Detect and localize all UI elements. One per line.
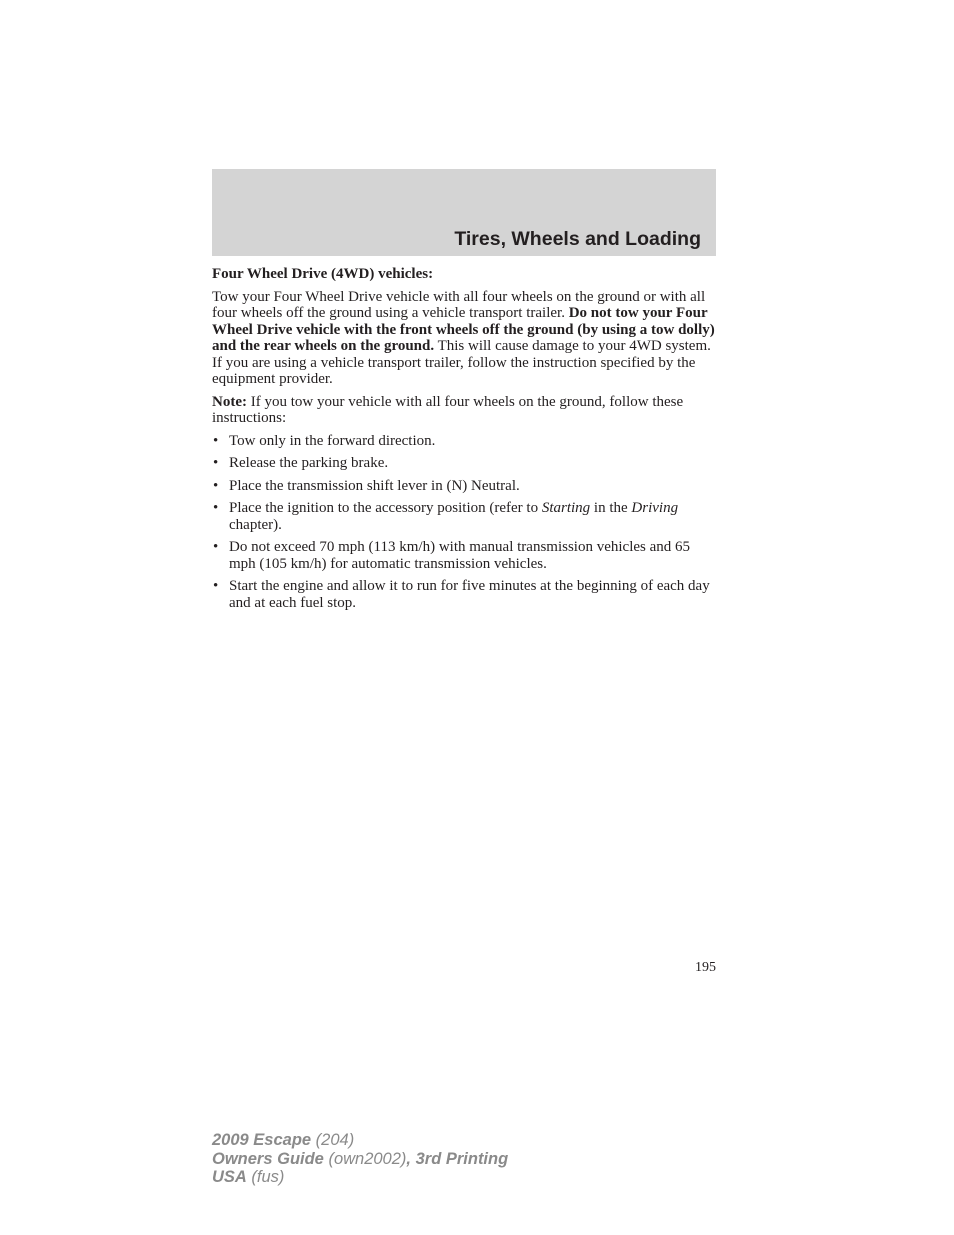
note-label: Note: (212, 393, 247, 410)
list-item: • Start the engine and allow it to run for five minutes at the beginning of each day and at each fuel stop. (213, 578, 710, 611)
footer-line-model: 2009 Escape (204) (212, 1131, 355, 1149)
tow-warning: Do not tow your Four Wheel Drive vehicle with the front wheels off the ground (by using a tow dolly) and the rear wheels on the ground. (212, 305, 715, 354)
intro-text-2: This will cause damage to your 4WD system. If you are using a vehicle transport trailer, follow the instruction specified by the equipment provider. (212, 338, 711, 387)
list-item: • Place the ignition to the accessory position (refer to Starting in the Driving chapter). (213, 500, 679, 533)
footer-line-region: USA (fus) (212, 1168, 285, 1186)
bullet-icon: • (213, 578, 219, 594)
subheading: Four Wheel Drive (4WD) vehicles: (212, 266, 434, 282)
list-item: • Do not exceed 70 mph (113 km/h) with manual transmission vehicles and 65 mph (105 km/h) for automatic transmission vehicles. (213, 539, 691, 572)
xref-starting: Starting (541, 500, 591, 516)
list-item: • Place the transmission shift lever in (N) Neutral. (213, 477, 520, 494)
footer-line-guide: Owners Guide (own2002), 3rd Printing (212, 1149, 509, 1168)
list-item: • Tow only in the forward direction. (213, 432, 436, 449)
page-content (212, 266, 718, 617)
bullet-icon: • (213, 477, 219, 494)
bullet-icon: • (213, 432, 219, 449)
print-footer (212, 1131, 508, 1187)
note-text: If you tow your vehicle with all four wheels on the ground, follow these instructions: (212, 393, 684, 426)
section-title: Tires, Wheels and Loading (454, 228, 701, 250)
section-header-band (212, 169, 716, 256)
bullet-icon: • (213, 500, 219, 516)
xref-driving: Driving (631, 500, 679, 516)
list-item: • Release the parking brake. (213, 455, 389, 471)
bullet-icon: • (213, 539, 219, 555)
page-number: 195 (695, 960, 716, 975)
bullet-icon: • (213, 455, 219, 471)
instruction-list (212, 433, 718, 612)
intro-text-1: Tow your Four Wheel Drive vehicle with all four wheels on the ground or with all four wheels off the ground using a vehicle transport trailer. (212, 288, 706, 321)
note-paragraph (212, 394, 718, 427)
intro-paragraph (212, 289, 718, 388)
